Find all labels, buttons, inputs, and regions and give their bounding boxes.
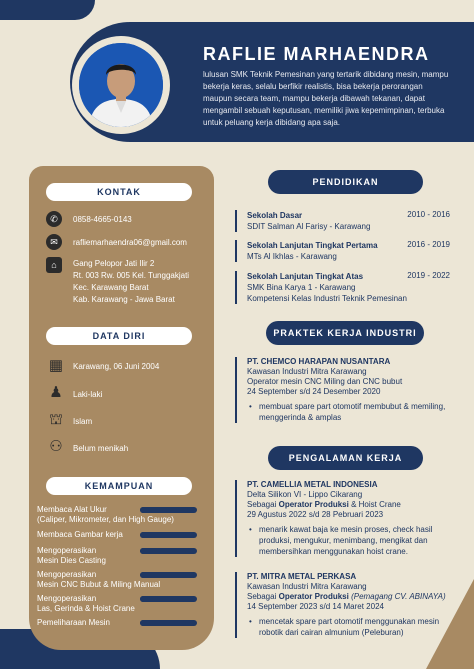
- job-company: PT. MITRA METAL PERKASA: [247, 572, 357, 581]
- education-title: Sekolah Lanjutan Tingkat Pertama: [247, 241, 378, 250]
- address-line-1: Gang Pelopor Jati Ilir 2: [73, 259, 155, 268]
- skill-level-fill: [140, 548, 186, 554]
- skill-label-2: Mesin CNC Bubut & Miling Manual: [37, 580, 161, 589]
- education-years: 2010 - 2016: [407, 210, 450, 219]
- experience-item: [235, 572, 455, 638]
- education-years: 2019 - 2022: [407, 271, 450, 280]
- education-title: Sekolah Dasar: [247, 211, 303, 220]
- skill-level-bar: [140, 596, 197, 602]
- education-program: Kompetensi Kelas Industri Teknik Pemesinan: [247, 294, 407, 303]
- decorative-top-shape: [0, 0, 95, 20]
- skill-row: [37, 530, 197, 540]
- skill-level-fill: [140, 572, 186, 578]
- job-role-prefix: Sebagai: [247, 500, 279, 509]
- education-school: MTs Al Ikhlas - Karawang: [247, 252, 337, 261]
- job-role: Operator Produksi: [278, 500, 349, 509]
- address-line-3: Kec. Karawang Barat: [73, 283, 149, 292]
- profile-photo: [79, 43, 163, 127]
- calendar-icon: ▦: [48, 357, 64, 374]
- job-period: 29 Agustus 2022 s/d 28 Pebruari 2023: [247, 510, 384, 519]
- internship-period: 24 September s/d 24 Desember 2020: [247, 387, 381, 396]
- skill-label-2: Las, Gerinda & Hoist Crane: [37, 604, 135, 613]
- skill-label-1: Membaca Alat Ukur: [37, 505, 107, 514]
- mosque-icon: ⛫: [49, 411, 63, 428]
- profile-summary: lulusan SMK Teknik Pemesinan yang tertarik dibidang mesin, mampu bekerja keras, selalu berfikir realistis, bisa bekerja perorangan maupun secara team, mampu bekerja dibawah tekanan, dapat mengambil sebuah keputusan, memiliki jiwa kepemimpinan, terbuka untuk peluang kerja dibidang apa saja.: [203, 70, 449, 127]
- skill-label-2: Mesin Dies Casting: [37, 556, 106, 565]
- skill-level-bar: [140, 620, 197, 626]
- phone-number: 0858-4665-0143: [73, 215, 132, 224]
- skill-level-fill: [140, 507, 188, 513]
- skill-row: [37, 594, 197, 614]
- job-role-line: [247, 592, 455, 602]
- job-role: Operator Produksi: [278, 592, 349, 601]
- skill-level-fill: [140, 620, 186, 626]
- skill-label-1: Membaca Gambar kerja: [37, 530, 123, 539]
- phone-icon: ✆: [46, 211, 62, 227]
- education-years: 2016 - 2019: [407, 240, 450, 249]
- job-company: PT. CAMELLIA METAL INDONESIA: [247, 480, 378, 489]
- internship-item: [235, 357, 455, 423]
- education-school: SMK Bina Karya 1 - Karawang: [247, 283, 356, 292]
- skill-row: [37, 618, 197, 628]
- skill-level-fill: [140, 532, 186, 538]
- skill-level-bar: [140, 548, 197, 554]
- email-icon: ✉: [46, 234, 62, 250]
- skill-row: [37, 505, 197, 525]
- skill-row: [37, 546, 197, 566]
- contact-heading: KONTAK: [46, 183, 192, 201]
- job-role-line: [247, 500, 455, 510]
- education-title: Sekolah Lanjutan Tingkat Atas: [247, 272, 364, 281]
- internship-location: Kawasan Industri Mitra Karawang: [247, 367, 367, 376]
- personal-data-heading: DATA DIRI: [46, 327, 192, 345]
- job-task: • mencetak spare part otomotif menggunakan mesin robotik dari cairan almunium (Peleburan): [247, 616, 455, 638]
- education-item: [235, 271, 450, 304]
- internship-task: • membuat spare part otomotif membubut & memiling, menggerinda & amplas: [247, 401, 455, 423]
- couple-icon: ⚇: [49, 438, 63, 455]
- skill-label-1: Mengoperasikan: [37, 594, 97, 603]
- skill-level-fill: [140, 596, 186, 602]
- education-item: [235, 210, 450, 232]
- skill-label-1: Mengoperasikan: [37, 546, 97, 555]
- full-name: RAFLIE MARHAENDRA: [203, 44, 430, 64]
- internship-company: PT. CHEMCO HARAPAN NUSANTARA: [247, 357, 391, 366]
- skills-heading: KEMAMPUAN: [46, 477, 192, 495]
- job-role-prefix: Sebagai: [247, 592, 279, 601]
- birth-info: Karawang, 06 Juni 2004: [73, 362, 160, 371]
- home-icon: ⌂: [46, 257, 62, 273]
- education-heading: PENDIDIKAN: [268, 170, 423, 194]
- marital-info: Belum menikah: [73, 444, 129, 453]
- address-line-2: Rt. 003 Rw. 005 Kel. Tunggakjati: [73, 271, 190, 280]
- religion-info: Islam: [73, 417, 93, 426]
- skill-label-1: Pemeliharaan Mesin: [37, 618, 110, 627]
- job-task: • menarik kawat baja ke mesin proses, check hasil produksi, mengukur, menimbang, mengikat dan membersihkan menggunakan hoist crane.: [247, 524, 455, 557]
- skill-label-2: (Caliper, Mikrometer, dan High Gauge): [37, 515, 174, 524]
- person-silhouette-icon: [79, 43, 163, 127]
- job-role-suffix: (Pemagang CV. ABINAYA): [348, 592, 446, 601]
- internship-heading: PRAKTEK KERJA INDUSTRI: [266, 321, 424, 345]
- job-role-suffix: & Hoist Crane: [348, 500, 401, 509]
- person-icon: ♟: [49, 384, 63, 401]
- skill-level-bar: [140, 507, 197, 513]
- email-address: rafliemarhaendra06@gmail.com: [73, 238, 187, 247]
- experience-item: [235, 480, 455, 557]
- gender-info: Laki-laki: [73, 390, 103, 399]
- skill-level-bar: [140, 532, 197, 538]
- education-school: SDIT Salman Al Farisy - Karawang: [247, 222, 371, 231]
- skill-level-bar: [140, 572, 197, 578]
- job-location: Delta Silikon VI - Lippo Cikarang: [247, 490, 363, 499]
- address-line-4: Kab. Karawang - Jawa Barat: [73, 295, 175, 304]
- skill-label-1: Mengoperasikan: [37, 570, 97, 579]
- education-item: [235, 240, 450, 262]
- experience-heading: PENGALAMAN KERJA: [268, 446, 423, 470]
- internship-role: Operator mesin CNC Miling dan CNC bubut: [247, 377, 403, 386]
- job-period: 14 September 2023 s/d 14 Maret 2024: [247, 602, 384, 611]
- job-location: Kawasan Industri Mitra Karawang: [247, 582, 367, 591]
- skill-row: [37, 570, 197, 590]
